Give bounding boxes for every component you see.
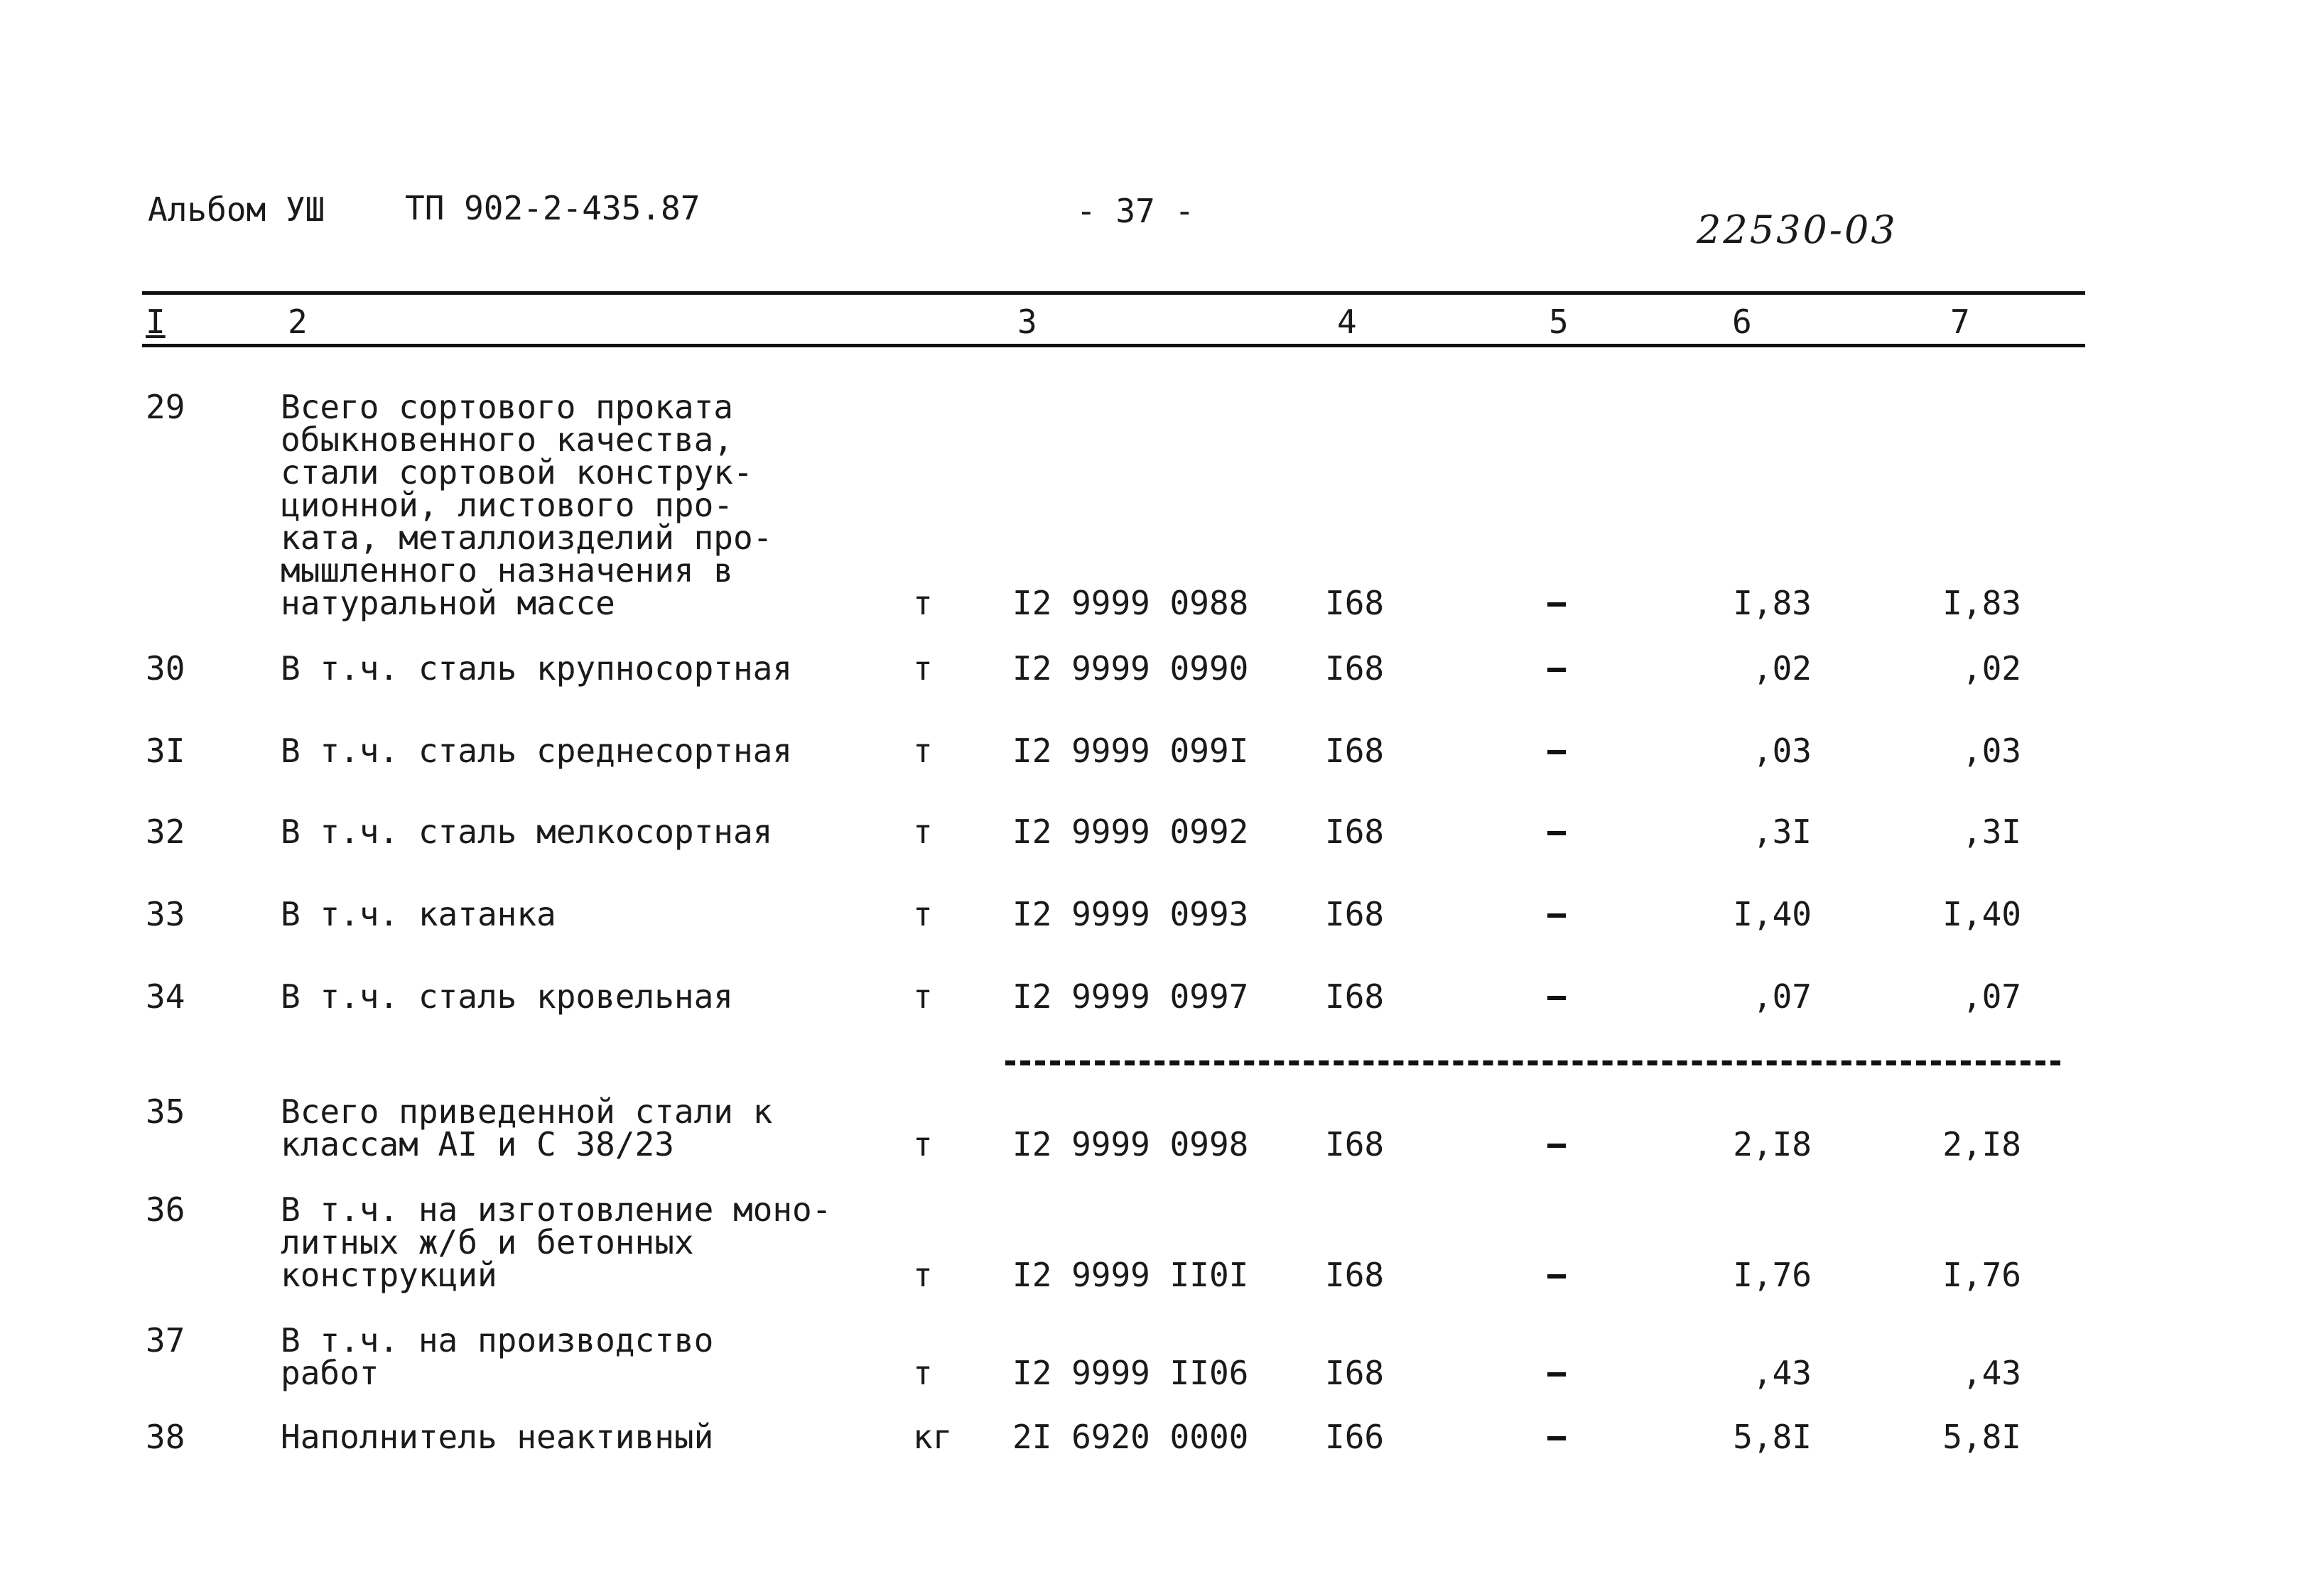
row-col6: 5,8I — [1733, 1418, 1812, 1456]
album-label: Альбом УШ — [148, 190, 325, 229]
row-number: 38 — [146, 1418, 185, 1456]
row-description: Наполнитель неактивный — [281, 1418, 714, 1456]
column-number-4: 4 — [1337, 303, 1357, 341]
row-number: 32 — [146, 813, 185, 851]
row-col4: I66 — [1325, 1418, 1385, 1456]
row-col4: I68 — [1325, 732, 1385, 770]
column-number-1: I — [146, 303, 166, 341]
header-rule-bottom — [142, 344, 2085, 347]
row-unit: т — [913, 813, 933, 851]
header-rule-top — [142, 291, 2085, 295]
row-unit: т — [913, 895, 933, 933]
row-unit: т — [913, 649, 933, 688]
row-number: 3I — [146, 732, 185, 770]
row-description: В т.ч. сталь среднесортная — [281, 732, 793, 770]
row-col5-dash — [1547, 750, 1566, 754]
row-number: 35 — [146, 1092, 185, 1131]
row-col7: 2,I8 — [1942, 1125, 2021, 1163]
row-code: I2 9999 099I — [1012, 732, 1249, 770]
row-col5-dash — [1547, 1274, 1566, 1279]
row-description: Всего сортового проката обыкновенного качества, стали сортовой конструк- ционной, листового про- ката, металлоизделий про- мышленного назначения в натуральной массе — [281, 388, 773, 622]
row-col4: I68 — [1325, 649, 1385, 688]
row-col4: I68 — [1325, 813, 1385, 851]
row-code: I2 9999 II0I — [1012, 1256, 1249, 1294]
row-code: I2 9999 0993 — [1012, 895, 1249, 933]
row-col6: ,43 — [1752, 1354, 1812, 1392]
row-col7: ,3I — [1962, 813, 2021, 851]
row-number: 29 — [146, 388, 185, 426]
row-description: В т.ч. сталь крупносортная — [281, 649, 793, 688]
row-description: В т.ч. катанка — [281, 895, 556, 933]
row-col4: I68 — [1325, 1256, 1385, 1294]
row-col5-dash — [1547, 1144, 1566, 1148]
row-code: I2 9999 0997 — [1012, 977, 1249, 1016]
row-col4: I68 — [1325, 1125, 1385, 1163]
row-code: I2 9999 0998 — [1012, 1125, 1249, 1163]
row-number: 33 — [146, 895, 185, 933]
row-description: Всего приведенной стали к классам AI и С 38/23 — [281, 1092, 773, 1163]
column-number-5: 5 — [1549, 303, 1569, 341]
row-code: 2I 6920 0000 — [1012, 1418, 1249, 1456]
row-description: В т.ч. на производство работ — [281, 1321, 714, 1392]
row-col5-dash — [1547, 913, 1566, 918]
row-col7: ,07 — [1962, 977, 2021, 1016]
row-description: В т.ч. сталь кровельная — [281, 977, 733, 1016]
column-number-3: 3 — [1017, 303, 1037, 341]
row-col6: I,76 — [1733, 1256, 1812, 1294]
row-col5-dash — [1547, 668, 1566, 672]
row-unit: т — [913, 977, 933, 1016]
row-unit: т — [913, 1125, 933, 1163]
row-code: I2 9999 0990 — [1012, 649, 1249, 688]
row-unit: т — [913, 1256, 933, 1294]
row-description: В т.ч. сталь мелкосортная — [281, 813, 773, 851]
document-stamp: 22530-03 — [1697, 207, 1898, 252]
column-number-6: 6 — [1732, 303, 1752, 341]
row-number: 36 — [146, 1190, 185, 1229]
row-col7: ,03 — [1962, 732, 2021, 770]
row-col4: I68 — [1325, 977, 1385, 1016]
row-col6: ,3I — [1752, 813, 1812, 851]
row-col6: ,03 — [1752, 732, 1812, 770]
project-code: ТП 902-2-435.87 — [405, 189, 701, 227]
row-code: I2 9999 0992 — [1012, 813, 1249, 851]
row-col5-dash — [1547, 1372, 1566, 1377]
row-col5-dash — [1547, 602, 1566, 607]
row-col7: I,40 — [1942, 895, 2021, 933]
row-col4: I68 — [1325, 584, 1385, 622]
page-number: - 37 - — [1076, 192, 1195, 230]
row-col7: I,83 — [1942, 584, 2021, 622]
row-code: I2 9999 0988 — [1012, 584, 1249, 622]
row-unit: т — [913, 584, 933, 622]
row-unit: т — [913, 732, 933, 770]
column-number-7: 7 — [1950, 303, 1970, 341]
row-col6: ,07 — [1752, 977, 1812, 1016]
row-col4: I68 — [1325, 1354, 1385, 1392]
row-col4: I68 — [1325, 895, 1385, 933]
row-code: I2 9999 II06 — [1012, 1354, 1249, 1392]
row-col7: I,76 — [1942, 1256, 2021, 1294]
row-col7: 5,8I — [1942, 1418, 2021, 1456]
column-number-2: 2 — [288, 303, 308, 341]
row-col6: 2,I8 — [1733, 1125, 1812, 1163]
dashed-separator — [1005, 1060, 2060, 1065]
row-unit: т — [913, 1354, 933, 1392]
row-col6: I,40 — [1733, 895, 1812, 933]
row-number: 30 — [146, 649, 185, 688]
row-col7: ,02 — [1962, 649, 2021, 688]
row-description: В т.ч. на изготовление моно- литных ж/б и бетонных конструкций — [281, 1190, 832, 1294]
row-number: 34 — [146, 977, 185, 1016]
row-unit: кг — [913, 1418, 953, 1456]
row-col5-dash — [1547, 1436, 1566, 1440]
row-col5-dash — [1547, 831, 1566, 835]
row-col5-dash — [1547, 996, 1566, 1000]
row-col6: ,02 — [1752, 649, 1812, 688]
row-col7: ,43 — [1962, 1354, 2021, 1392]
row-number: 37 — [146, 1321, 185, 1359]
row-col6: I,83 — [1733, 584, 1812, 622]
